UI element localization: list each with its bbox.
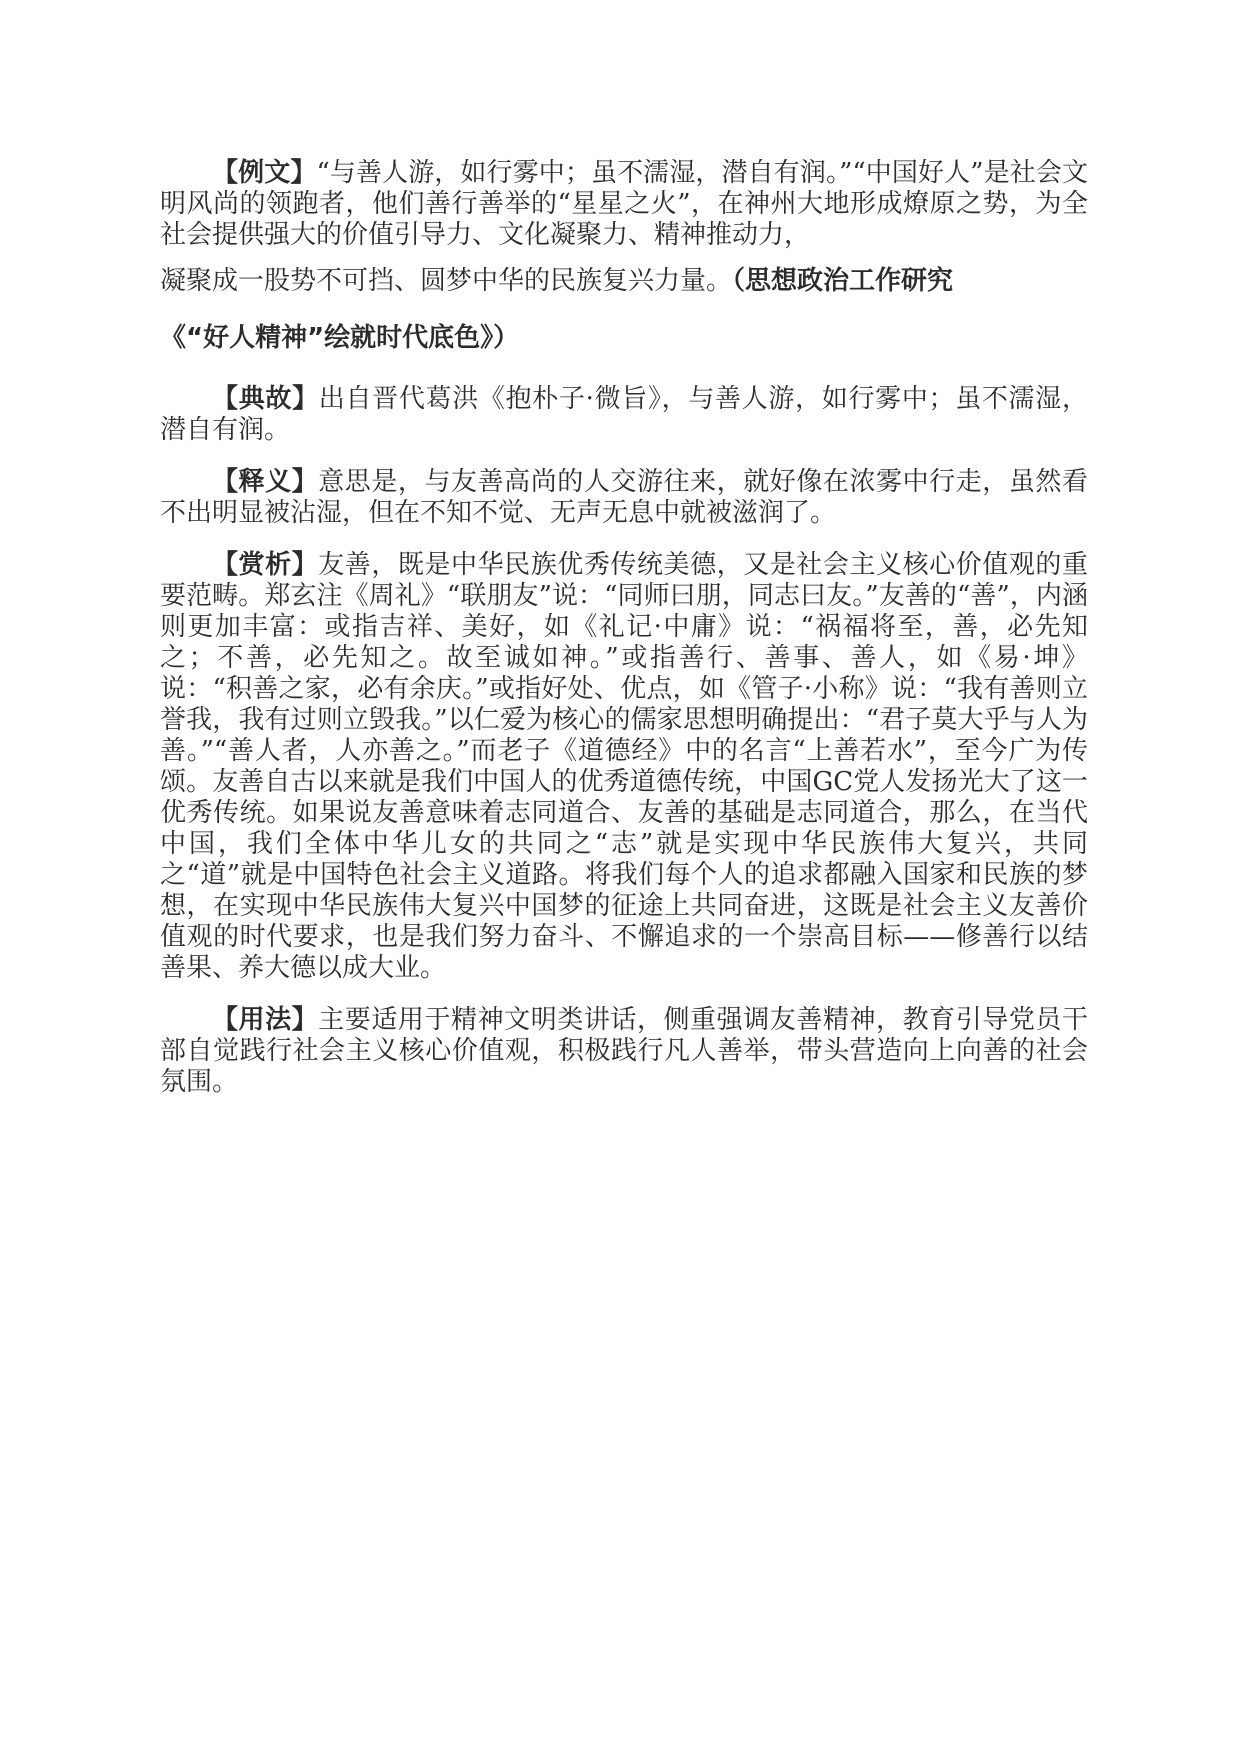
example-tag: 【例文】 [212,158,317,188]
appreciation-paragraph [160,550,1088,984]
example-source-part1: （思想政治工作研究 [732,266,954,296]
allusion-tag: 【典故】 [212,384,319,414]
meaning-text: 意思是，与友善高尚的人交游往来，就好像在浓雾中行走，虽然看不出明显被沾湿，但在不知不觉、无声无息中就被滋润了。 [160,467,1088,528]
appreciation-text: 友善，既是中华民族优秀传统美德，又是社会主义核心价值观的重要范畴。郑玄注《周礼》“联朋友”说：“同师曰朋，同志曰友。”友善的“善”，内涵则更加丰富：或指吉祥、美好，如《礼记·中庸》说：“祸福将至，善，必先知之；不善，必先知之。故至诚如神。”或指善行、善事、善人，如《易·坤》说：“积善之家，必有余庆。”或指好处、优点，如《管子·小称》说：“我有善则立誉我，我有过则立毁我。”以仁爱为核心的儒家思想明确提出：“君子莫大乎与人为善。”“善人者，人亦善之。”而老子《道德经》中的名言“上善若水”，至今广为传颂。友善自古以来就是我们中国人的优秀道德传统，中国GC党人发扬光大了这一优秀传统。如果说友善意味着志同道合、友善的基础是志同道合，那么，在当代中国，我们全体中华儿女的共同之“志”就是实现中华民族伟大复兴，共同之“道”就是中国特色社会主义道路。将我们每个人的追求都融入国家和民族的梦想，在实现中华民族伟大复兴中国梦的征途上共同奋进，这既是社会主义友善价值观的时代要求，也是我们努力奋斗、不懈追求的一个崇高目标——修善行以结善果、养大德以成大业。 [160,550,1088,983]
example-source-part2: 《“好人精神”绘就时代底色》） [160,323,520,353]
example-text: “与善人游，如行雾中；虽不濡湿，潜自有润。”“中国好人”是社会文明风尚的领跑者，他们善行善举的“星星之火”，在神州大地形成燎原之势，为全社会提供强大的价值引导力、文化凝聚力、精神推动力， [160,158,1088,250]
usage-tag: 【用法】 [212,1005,319,1035]
document-page [160,158,1088,1119]
usage-paragraph [160,1005,1088,1098]
allusion-paragraph [160,384,1088,446]
example-paragraph [160,158,1088,354]
example-text-tail: 凝聚成一股势不可挡、圆梦中华的民族复兴力量。 [160,266,733,296]
usage-text: 主要适用于精神文明类讲话，侧重强调友善精神，教育引导党员干部自觉践行社会主义核心价值观，积极践行凡人善举，带头营造向上向善的社会氛围。 [160,1005,1088,1097]
appreciation-tag: 【赏析】 [212,550,319,580]
meaning-paragraph [160,467,1088,529]
allusion-text: 出自晋代葛洪《抱朴子·微旨》，与善人游，如行雾中；虽不濡湿，潜自有润。 [160,384,1088,445]
meaning-tag: 【释义】 [212,467,319,497]
example-tail-line [160,251,1088,311]
